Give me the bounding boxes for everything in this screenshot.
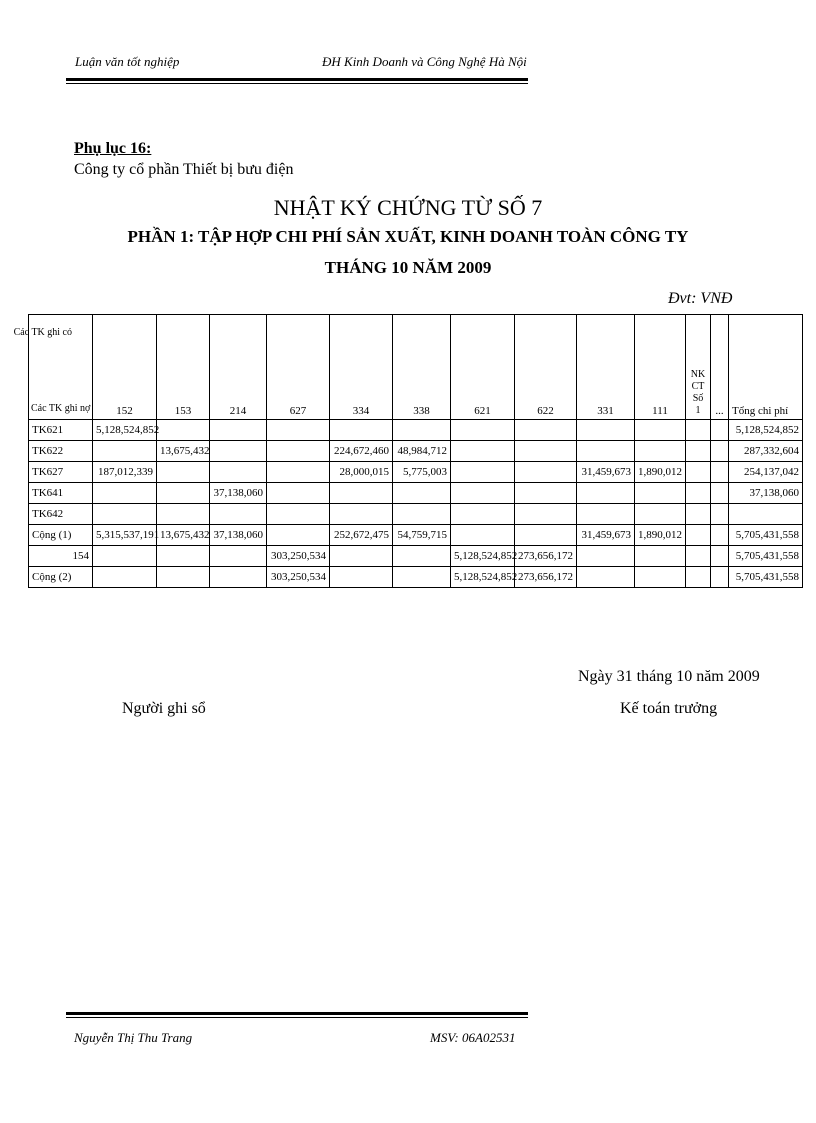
column-header: ... — [711, 315, 729, 420]
row-label: TK622 — [29, 441, 93, 462]
table-cell: 303,250,534 — [267, 567, 330, 588]
table-cell — [267, 462, 330, 483]
table-cell — [686, 483, 711, 504]
table-cell — [267, 441, 330, 462]
row-label: Cộng (1) — [29, 525, 93, 546]
table-cell — [711, 462, 729, 483]
company-name: Công ty cổ phần Thiết bị bưu điện — [74, 161, 294, 178]
table-cell — [515, 420, 577, 441]
table-cell — [393, 546, 451, 567]
table-cell — [515, 525, 577, 546]
table-cell — [451, 441, 515, 462]
table-cell — [93, 504, 157, 525]
table-cell — [635, 441, 686, 462]
table-cell — [393, 567, 451, 588]
table-cell — [635, 420, 686, 441]
header-rule-thin — [66, 83, 528, 84]
table-cell: 28,000,015 — [330, 462, 393, 483]
table-cell — [330, 567, 393, 588]
table-cell — [157, 567, 210, 588]
table-cell: 5,775,003 — [393, 462, 451, 483]
table-row — [29, 504, 803, 525]
table-cell: 31,459,673 — [577, 462, 635, 483]
table-cell — [711, 525, 729, 546]
table-row — [29, 567, 803, 588]
table-cell — [577, 441, 635, 462]
table-cell: 37,138,060 — [210, 483, 267, 504]
table-cell — [451, 420, 515, 441]
recorder-label: Người ghi sổ — [122, 700, 206, 717]
corner-debit-label: Các TK ghi nợ — [31, 403, 91, 414]
table-cell — [393, 483, 451, 504]
row-label: TK621 — [29, 420, 93, 441]
table-cell: 48,984,712 — [393, 441, 451, 462]
table-cell — [267, 420, 330, 441]
table-cell: 287,332,604 — [729, 441, 803, 462]
column-header: 627 — [267, 315, 330, 420]
table-cell: 5,128,524,852 — [451, 546, 515, 567]
table-cell: 5,705,431,558 — [729, 525, 803, 546]
table-cell: 5,705,431,558 — [729, 567, 803, 588]
table-cell — [93, 546, 157, 567]
table-cell: 303,250,534 — [267, 546, 330, 567]
table-cell — [93, 483, 157, 504]
table-cell — [686, 567, 711, 588]
table-row — [29, 462, 803, 483]
table-cell: 5,128,524,852 — [93, 420, 157, 441]
table-cell: 13,675,432 — [157, 525, 210, 546]
column-header: 334 — [330, 315, 393, 420]
currency-unit: Đvt: VNĐ — [668, 290, 733, 307]
table-cell — [635, 567, 686, 588]
row-label: TK642 — [29, 504, 93, 525]
appendix-label: Phụ lục 16: — [74, 140, 152, 157]
table-cell: 1,890,012 — [635, 462, 686, 483]
table-cell — [711, 420, 729, 441]
table-cell: 54,759,715 — [393, 525, 451, 546]
table-cell — [210, 567, 267, 588]
table-cell — [210, 504, 267, 525]
table-cell — [157, 546, 210, 567]
table-row — [29, 420, 803, 441]
column-header: 331 — [577, 315, 635, 420]
table-cell: 273,656,172 — [515, 546, 577, 567]
footer-author: Nguyễn Thị Thu Trang — [74, 1030, 193, 1045]
footer-student-id: MSV: 06A02531 — [430, 1030, 516, 1045]
table-cell — [577, 483, 635, 504]
table-cell — [686, 525, 711, 546]
table-cell — [635, 483, 686, 504]
table-cell: 5,128,524,852 — [729, 420, 803, 441]
document-subtitle: PHẦN 1: TẬP HỢP CHI PHÍ SẢN XUẤT, KINH DOANH TOÀN CÔNG TY — [127, 227, 689, 246]
column-header: 214 — [210, 315, 267, 420]
table-cell — [515, 441, 577, 462]
column-header: 338 — [393, 315, 451, 420]
table-cell — [515, 462, 577, 483]
table-cell — [686, 420, 711, 441]
table-cell — [157, 420, 210, 441]
table-cell — [577, 546, 635, 567]
table-cell — [93, 567, 157, 588]
column-header: 152 — [93, 315, 157, 420]
table-cell — [515, 504, 577, 525]
corner-credit-label: Các TK ghi có — [13, 327, 72, 338]
header-left: Luận văn tốt nghiệp — [75, 54, 180, 69]
document-period: THÁNG 10 NĂM 2009 — [324, 258, 492, 277]
row-label: 154 — [29, 546, 93, 567]
table-cell — [157, 483, 210, 504]
row-label: TK641 — [29, 483, 93, 504]
table-cell: 187,012,339 — [93, 462, 157, 483]
table-cell: 5,705,431,558 — [729, 546, 803, 567]
column-header: 111 — [635, 315, 686, 420]
table-cell — [686, 441, 711, 462]
table-cell: 224,672,460 — [330, 441, 393, 462]
table-cell — [267, 525, 330, 546]
column-header: 622 — [515, 315, 577, 420]
footer-rule-thick — [66, 1012, 528, 1015]
table-cell — [210, 420, 267, 441]
table-cell — [686, 504, 711, 525]
table-cell — [577, 504, 635, 525]
table-cell — [330, 483, 393, 504]
table-cell — [729, 504, 803, 525]
table-row — [29, 441, 803, 462]
header-row — [29, 315, 803, 420]
header-rule-thick — [66, 78, 528, 81]
footer-rule-thin — [66, 1017, 528, 1018]
table-cell: 31,459,673 — [577, 525, 635, 546]
table-cell — [686, 546, 711, 567]
table-cell — [711, 546, 729, 567]
table-cell — [577, 420, 635, 441]
table-cell: 5,128,524,852 — [451, 567, 515, 588]
table-cell — [711, 567, 729, 588]
table-cell — [210, 441, 267, 462]
table-cell: 5,315,537,191 — [93, 525, 157, 546]
table-cell: 37,138,060 — [210, 525, 267, 546]
table-row — [29, 546, 803, 567]
table-row — [29, 525, 803, 546]
table-cell — [451, 504, 515, 525]
header-right: ĐH Kinh Doanh và Công Nghệ Hà Nội — [322, 54, 527, 69]
table-cell — [711, 483, 729, 504]
corner-cell — [13, 315, 93, 420]
signature-date: Ngày 31 tháng 10 năm 2009 — [578, 668, 760, 685]
table-cell — [330, 546, 393, 567]
document-title: NHẬT KÝ CHỨNG TỪ SỐ 7 — [273, 195, 543, 220]
table-cell — [210, 462, 267, 483]
column-header: 153 — [157, 315, 210, 420]
table-cell: 273,656,172 — [515, 567, 577, 588]
ledger-table — [13, 314, 803, 588]
table-cell — [393, 420, 451, 441]
table-cell — [635, 504, 686, 525]
table-cell — [267, 483, 330, 504]
column-header: 621 — [451, 315, 515, 420]
table-cell — [686, 462, 711, 483]
row-label: Cộng (2) — [29, 567, 93, 588]
table-cell — [451, 525, 515, 546]
table-cell: 13,675,432 — [157, 441, 210, 462]
table-cell — [330, 420, 393, 441]
row-label: TK627 — [29, 462, 93, 483]
table-cell — [393, 504, 451, 525]
table-cell — [210, 546, 267, 567]
table-cell — [157, 462, 210, 483]
table-cell: 1,890,012 — [635, 525, 686, 546]
table-cell — [93, 441, 157, 462]
table-cell — [451, 483, 515, 504]
table-cell: 252,672,475 — [330, 525, 393, 546]
table-row — [29, 483, 803, 504]
table-cell: 37,138,060 — [729, 483, 803, 504]
column-header-total: Tổng chi phí — [729, 315, 803, 420]
table-cell — [157, 504, 210, 525]
table-cell — [451, 462, 515, 483]
table-cell — [711, 441, 729, 462]
table-cell — [577, 567, 635, 588]
table-cell — [267, 504, 330, 525]
column-header: NK CT Số 1 — [686, 315, 711, 420]
table-cell — [515, 483, 577, 504]
table-cell — [330, 504, 393, 525]
table-cell — [635, 546, 686, 567]
table-cell — [711, 504, 729, 525]
chief-accountant-label: Kế toán trưởng — [620, 700, 718, 717]
table-cell: 254,137,042 — [729, 462, 803, 483]
